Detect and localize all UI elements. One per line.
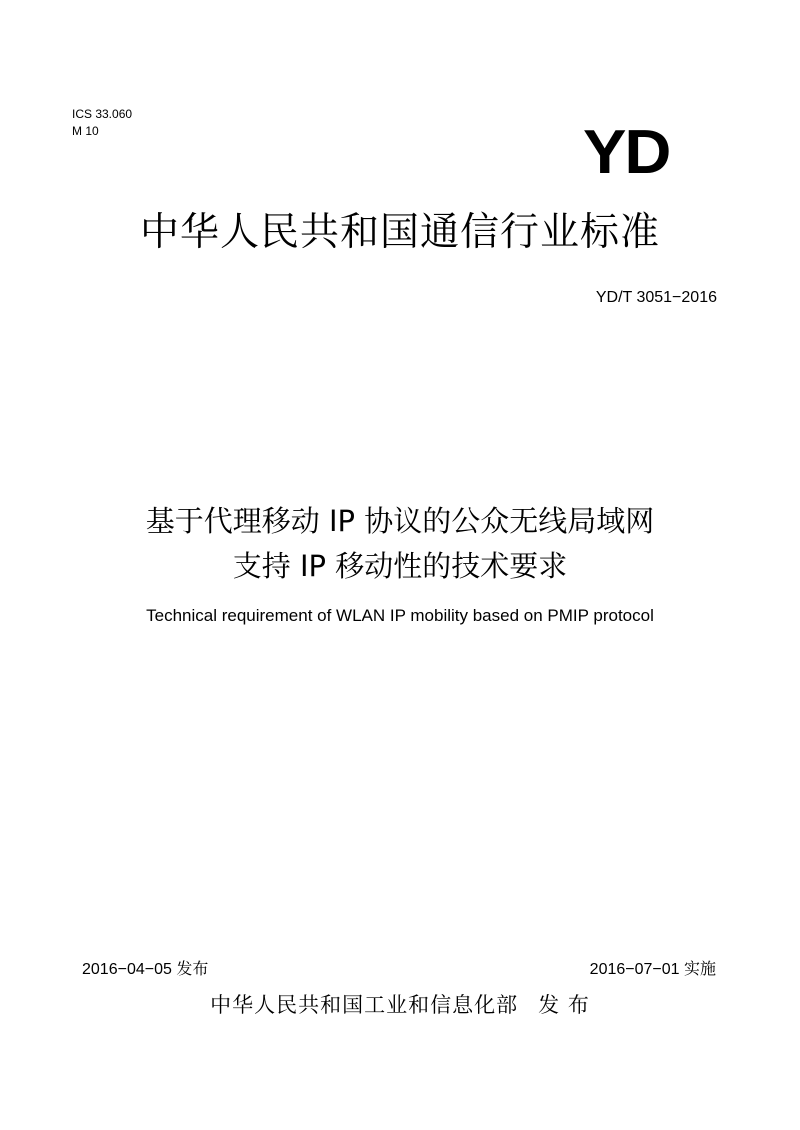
publish-date: 2016−04−05 发布 <box>82 961 209 978</box>
publisher-action: 发 布 <box>538 993 590 1017</box>
classification-codes <box>72 106 132 140</box>
title-en: Technical requirement of WLAN IP mobility based on PMIP protocol <box>146 606 654 625</box>
ccs-code: M 10 <box>72 124 99 138</box>
yd-logo: YD <box>583 118 670 187</box>
ics-code: ICS 33.060 <box>72 107 133 121</box>
title-cn-line2: 支持 IP 移动性的技术要求 <box>232 549 568 583</box>
publisher-line <box>0 989 800 1019</box>
effective-date: 2016−07−01 实施 <box>589 961 716 978</box>
organization-title: 中华人民共和国通信行业标准 <box>139 210 660 255</box>
publisher-name: 中华人民共和国工业和信息化部 <box>210 993 519 1017</box>
title-cn-line1: 基于代理移动 IP 协议的公众无线局域网 <box>145 504 655 538</box>
standard-code: YD/T 3051−2016 <box>595 289 717 306</box>
